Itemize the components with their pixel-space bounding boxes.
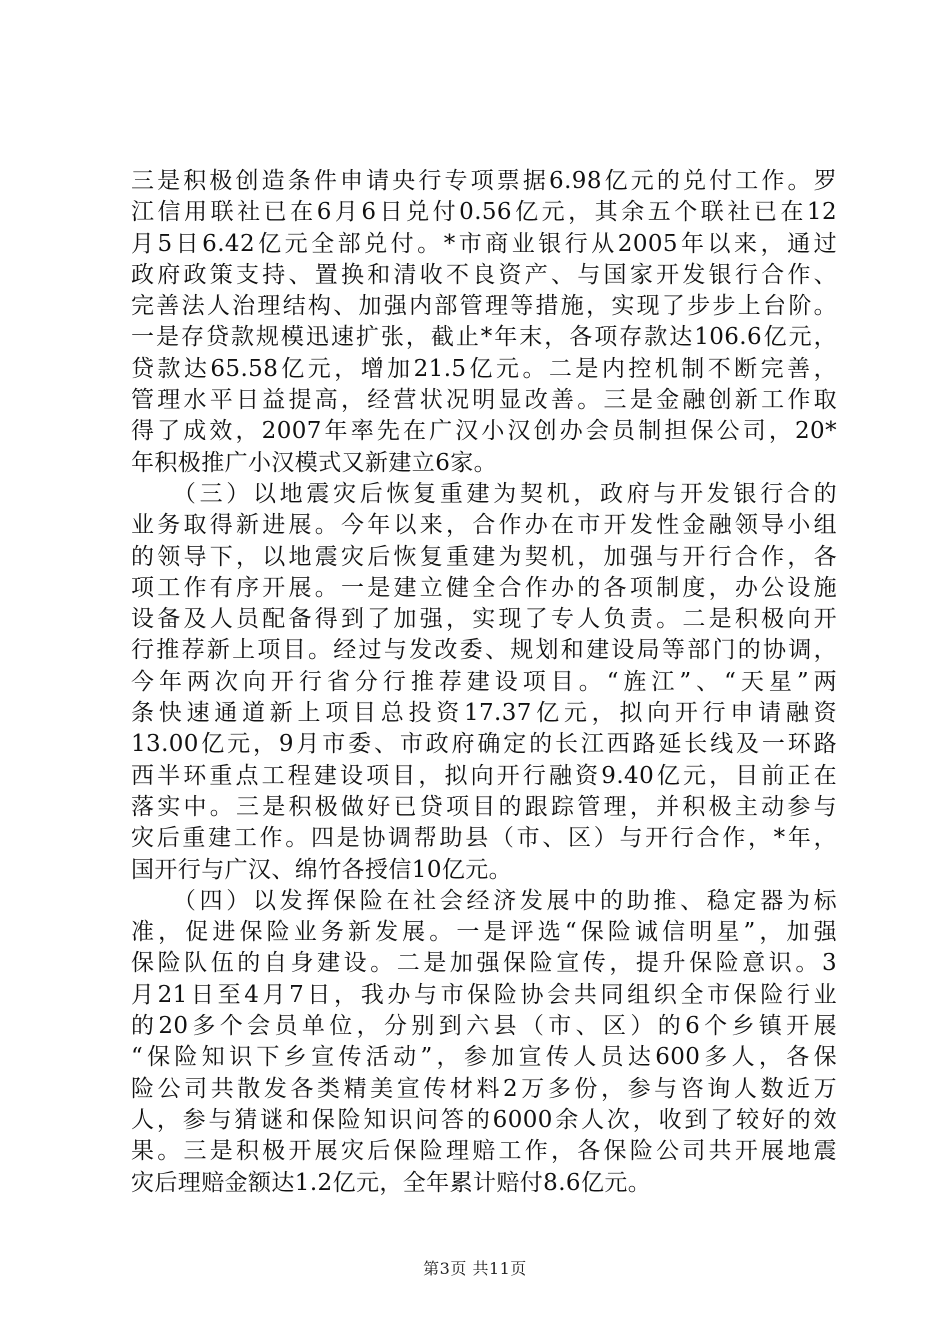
text-line: 的20多个会员单位，分别到六县（市、区）的6个乡镇开展 — [131, 1013, 837, 1040]
text-line: 今年两次向开行省分行推荐建设项目。“旌江”、“天星”两 — [131, 668, 837, 695]
text-line: “保险知识下乡宣传活动”，参加宣传人员达600多人，各保 — [131, 1044, 837, 1071]
text-line: 政府政策支持、置换和清收不良资产、与国家开发银行合作、 — [131, 261, 837, 288]
text-line: 13.00亿元，9月市委、市政府确定的长江西路延长线及一环路 — [131, 731, 837, 758]
text-line: 条快速通道新上项目总投资17.37亿元，拟向开行申请融资 — [131, 700, 837, 727]
text-line: （三）以地震灾后恢复重建为契机，政府与开发银行合的 — [131, 480, 837, 507]
text-line: （四）以发挥保险在社会经济发展中的助推、稳定器为标 — [131, 887, 837, 914]
text-line: 管理水平日益提高，经营状况明显改善。三是金融创新工作取 — [131, 387, 837, 414]
text-line: 业务取得新进展。今年以来，合作办在市开发性金融领导小组 — [131, 512, 837, 539]
text-line: 灾后重建工作。四是协调帮助县（市、区）与开行合作，*年， — [131, 825, 837, 852]
text-line: 设备及人员配备得到了加强，实现了专人负责。二是积极向开 — [131, 606, 837, 633]
page-number-footer: 第3页 共11页 — [423, 1259, 527, 1278]
text-line: 月5日6.42亿元全部兑付。*市商业银行从2005年以来，通过 — [131, 230, 837, 257]
text-line: 国开行与广汉、绵竹各授信10亿元。 — [131, 856, 513, 883]
text-line: 人，参与猜谜和保险知识问答的6000余人次，收到了较好的效 — [131, 1106, 837, 1133]
text-line: 三是积极创造条件申请央行专项票据6.98亿元的兑付工作。罗 — [131, 168, 837, 194]
text-line: 的领导下，以地震灾后恢复重建为契机，加强与开行合作，各 — [131, 543, 837, 570]
text-line: 落实中。三是积极做好已贷项目的跟踪管理，并积极主动参与 — [131, 793, 837, 820]
text-line: 灾后理赔金额达1.2亿元，全年累计赔付8.6亿元。 — [131, 1169, 652, 1196]
text-line: 果。三是积极开展灾后保险理赔工作，各保险公司共开展地震 — [131, 1138, 837, 1165]
text-line: 项工作有序开展。一是建立健全合作办的各项制度，办公设施 — [131, 574, 837, 601]
text-line: 江信用联社已在6月6日兑付0.56亿元，其余五个联社已在12 — [131, 199, 837, 226]
text-line: 保险队伍的自身建设。二是加强保险宣传，提升保险意识。3 — [131, 950, 837, 977]
document-body — [131, 166, 837, 1199]
text-line: 险公司共散发各类精美宣传材料2万多份，参与咨询人数近万 — [131, 1075, 837, 1102]
text-line: 得了成效，2007年率先在广汉小汉创办会员制担保公司，20* — [131, 418, 837, 445]
text-line: 西半环重点工程建设项目，拟向开行融资9.40亿元，目前正在 — [131, 762, 837, 789]
text-line: 行推荐新上项目。经过与发改委、规划和建设局等部门的协调， — [131, 637, 837, 664]
text-line: 准，促进保险业务新发展。一是评选“保险诚信明星”，加强 — [131, 919, 837, 946]
text-line: 贷款达65.58亿元，增加21.5亿元。二是内控机制不断完善， — [131, 355, 837, 382]
text-line: 月21日至4月7日，我办与市保险协会共同组织全市保险行业 — [131, 981, 837, 1008]
text-line: 一是存贷款规模迅速扩张，截止*年末，各项存款达106.6亿元， — [131, 324, 837, 351]
text-line: 完善法人治理结构、加强内部管理等措施，实现了步步上台阶。 — [131, 293, 837, 320]
text-line: 年积极推广小汉模式又新建立6家。 — [131, 449, 498, 476]
